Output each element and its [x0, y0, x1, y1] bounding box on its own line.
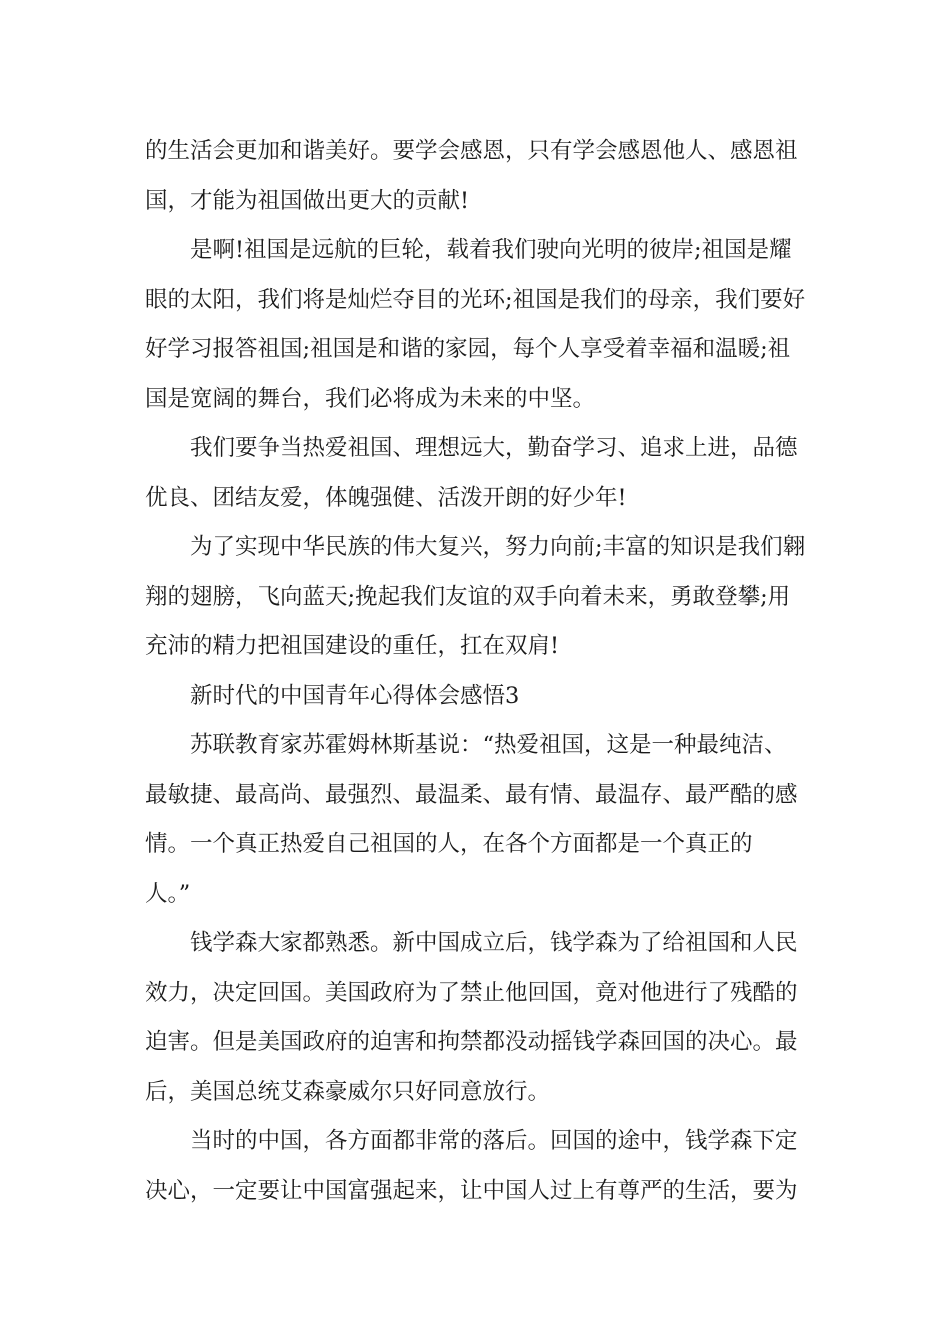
text-line: 好学习报答祖国;祖国是和谐的家园，每个人享受着幸福和温暖;祖 [145, 336, 791, 362]
section-heading-text: 新时代的中国青年心得体会感悟3 [190, 682, 520, 709]
text-line: 当时的中国，各方面都非常的落后。回国的途中，钱学森下定 [190, 1128, 798, 1154]
text-line: 为了实现中华民族的伟大复兴，努力向前;丰富的知识是我们翱 [190, 534, 806, 560]
text-line: 我们要争当热爱祖国、理想远大，勤奋学习、追求上进，品德 [190, 435, 798, 461]
text-line: 决心，一定要让中国富强起来，让中国人过上有尊严的生活，要为 [145, 1177, 798, 1204]
text-line: 最敏捷、最高尚、最强烈、最温柔、最有情、最温存、最严酷的感 [145, 781, 798, 808]
text-line: 充沛的精力把祖国建设的重任，扛在双肩! [145, 633, 560, 659]
text-line: 是啊!祖国是远航的巨轮，载着我们驶向光明的彼岸;祖国是耀 [190, 237, 792, 263]
text-line: 国是宽阔的舞台，我们必将成为未来的中坚。 [145, 385, 596, 412]
document-body [145, 127, 809, 1216]
text-line: 国，才能为祖国做出更大的贡献! [145, 187, 470, 214]
paragraph [145, 721, 809, 919]
text-line: 眼的太阳，我们将是灿烂夺目的光环;祖国是我们的母亲，我们要好 [145, 286, 806, 313]
text-line: 情。一个真正热爱自己祖国的人，在各个方面都是一个真正的 [145, 831, 753, 857]
text-line: 钱学森大家都熟悉。新中国成立后，钱学森为了给祖国和人民 [190, 930, 798, 956]
paragraph [145, 919, 809, 1117]
paragraph [145, 424, 809, 523]
paragraph [145, 127, 809, 226]
text-line: 翔的翅膀，飞向蓝天;挽起我们友谊的双手向着未来，勇敢登攀;用 [145, 583, 791, 610]
paragraph [145, 226, 809, 424]
text-line: 优良、团结友爱，体魄强健、活泼开朗的好少年! [145, 484, 627, 511]
text-line: 迫害。但是美国政府的迫害和拘禁都没动摇钱学森回国的决心。最 [145, 1029, 798, 1055]
text-line: 人。” [145, 880, 191, 907]
text-line: 后，美国总统艾森豪威尔只好同意放行。 [145, 1078, 551, 1105]
section-heading [145, 672, 809, 722]
text-line: 效力，决定回国。美国政府为了禁止他回国，竟对他进行了残酷的 [145, 979, 798, 1006]
text-line: 的生活会更加和谐美好。要学会感恩，只有学会感恩他人、感恩祖 [145, 138, 798, 164]
paragraph [145, 523, 809, 672]
paragraph [145, 1117, 809, 1216]
text-line: 苏联教育家苏霍姆林斯基说：“热爱祖国，这是一种最纯洁、 [190, 732, 787, 758]
